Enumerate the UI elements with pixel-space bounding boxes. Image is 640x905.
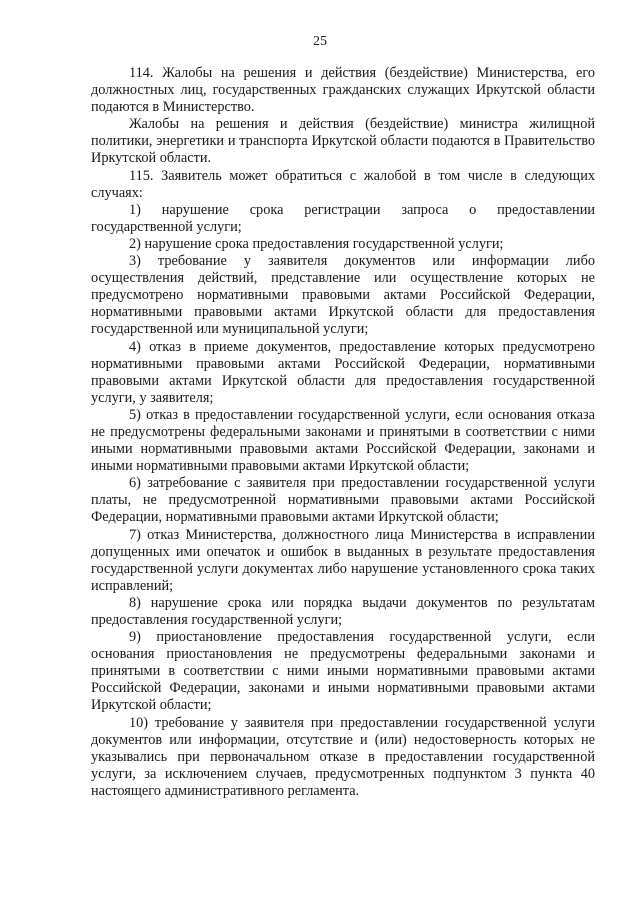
paragraph-complaints-to-government: Жалобы на решения и действия (бездействие) министра жилищной политики, энергетики и транспорта Иркутской области подаются в Правительство Иркутской области. [91, 116, 595, 167]
paragraph-115: 115. Заявитель может обратиться с жалобой в том числе в следующих случаях: [91, 167, 595, 201]
list-item-1: 1) нарушение срока регистрации запроса о предоставлении государственной услуги; [91, 201, 595, 235]
paragraph-114: 114. Жалобы на решения и действия (бездействие) Министерства, его должностных лиц, государственных гражданских служащих Иркутской области подаются в Министерство. [91, 65, 595, 116]
list-item-8: 8) нарушение срока или порядка выдачи документов по результатам предоставления государственной услуги; [91, 594, 595, 628]
document-body [91, 65, 595, 800]
list-item-2: 2) нарушение срока предоставления государственной услуги; [129, 235, 504, 252]
list-item-4: 4) отказ в приеме документов, предоставление которых предусмотрено нормативными правовыми актами Российской Федерации, нормативными правовыми актами Иркутской области для предоставления государственной услуги, у заявителя; [91, 338, 595, 406]
list-item-10: 10) требование у заявителя при предоставлении государственной услуги документов или информации, отсутствие и (или) недостоверность которых не указывались при первоначальном отказе в предоставлении государственной услуги, за исключением случаев, предусмотренных подпунктом 3 пункта 40 настоящего административного регламента. [91, 714, 595, 799]
list-item-9: 9) приостановление предоставления государственной услуги, если основания приостановления не предусмотрены федеральными законами и принятыми в соответствии с ними иными нормативными правовыми актами Российской Федерации, законами и иными нормативными правовыми актами Иркутской области; [91, 629, 595, 714]
page-number: 25 [313, 34, 327, 49]
list-item-5: 5) отказ в предоставлении государственной услуги, если основания отказа не предусмотрены федеральными законами и принятыми в соответствии с ними иными нормативными правовыми актами Российской Федерации, законами и иными нормативными правовыми актами Иркутской области; [91, 406, 595, 475]
list-item-6: 6) затребование с заявителя при предоставлении государственной услуги платы, не предусмотренной нормативными правовыми актами Российской Федерации, нормативными правовыми актами Иркутской области; [91, 475, 595, 526]
list-item-3: 3) требование у заявителя документов или информации либо осуществления действий, представление или осуществление которых не предусмотрено нормативными правовыми актами Российской Федерации, нормативными правовыми актами Иркутской области для предоставления государственной или муниципальной услуги; [91, 253, 595, 338]
list-item-7: 7) отказ Министерства, должностного лица Министерства в исправлении допущенных ими опечаток и ошибок в выданных в результате предоставления государственной услуги документах либо нарушение установленного срока таких исправлений; [91, 526, 595, 594]
